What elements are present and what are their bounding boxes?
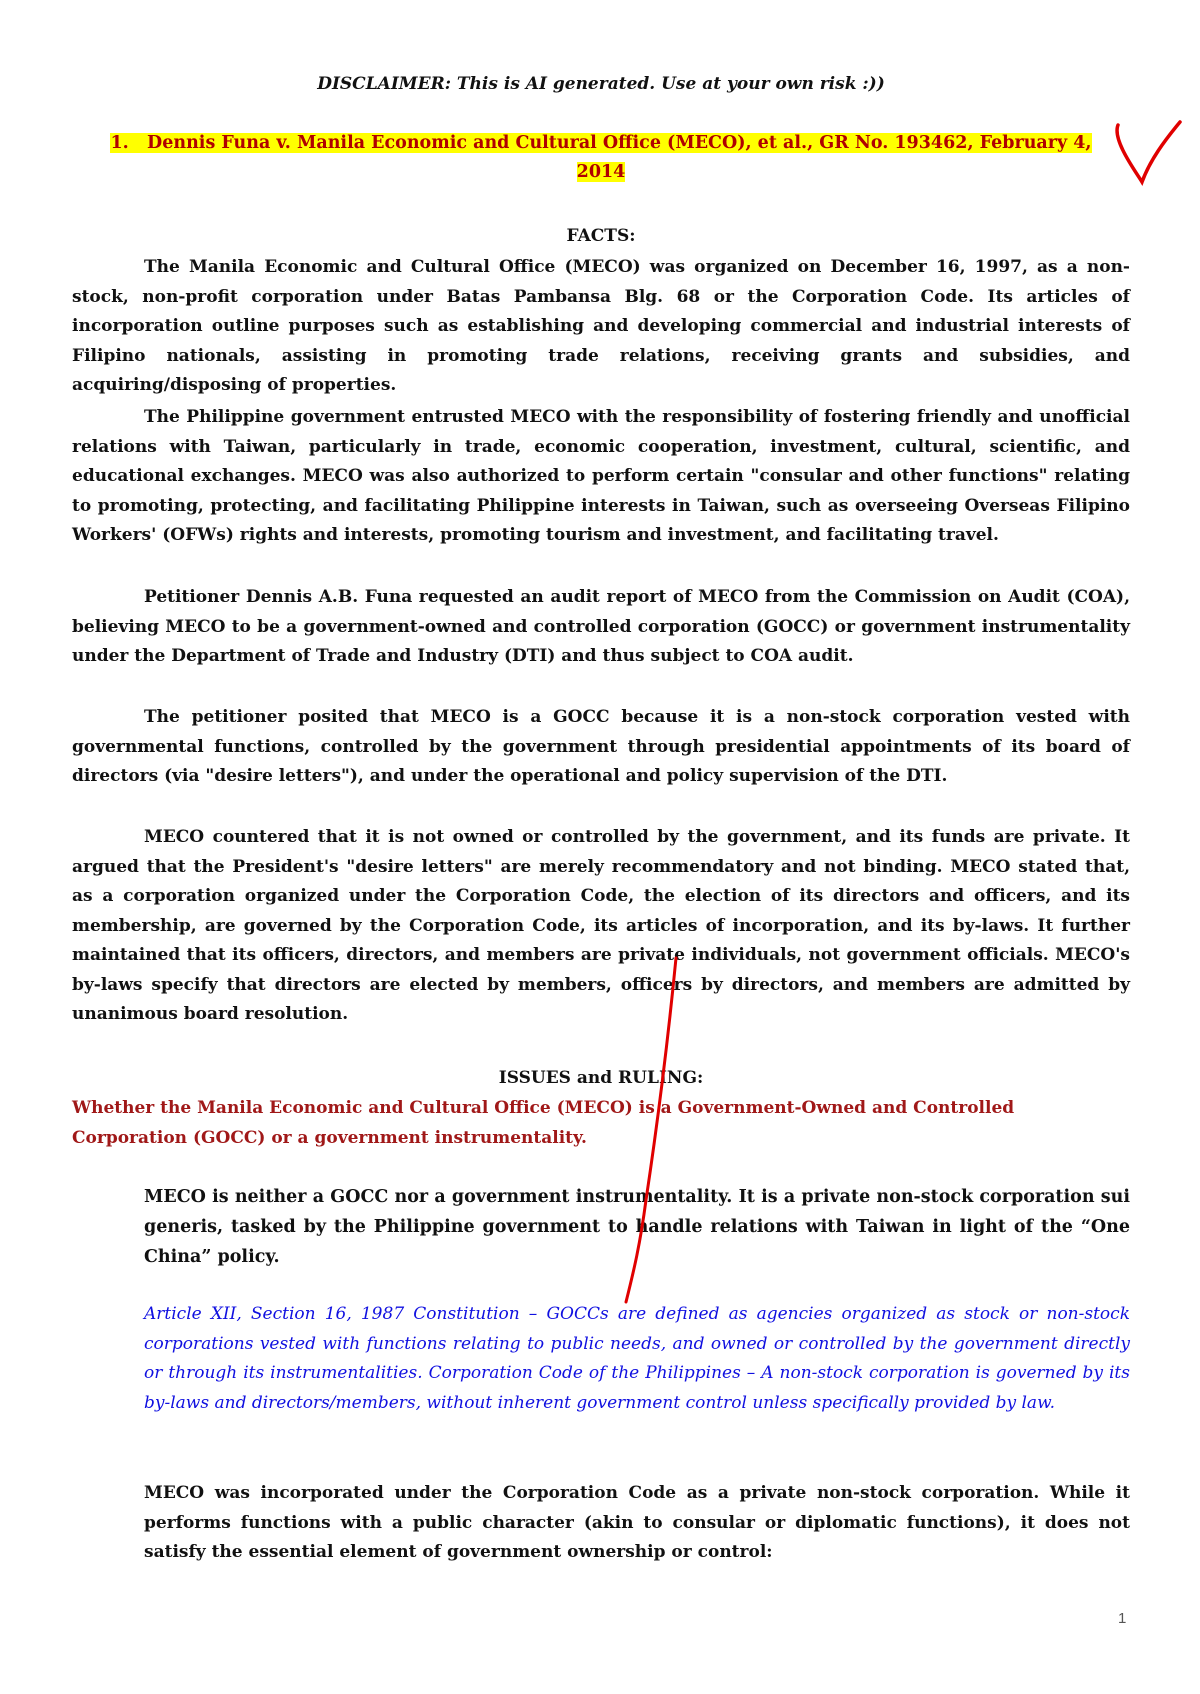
case-title-line2: 2014 bbox=[576, 162, 626, 182]
analysis-paragraph: MECO was incorporated under the Corporation Code as a private non-stock corporation. While it performs functions with a public character (akin to consular or diplomatic functions), it does not satisfy the essential element of government ownership or control: bbox=[144, 1483, 1130, 1562]
disclaimer: DISCLAIMER: This is AI generated. Use at your own risk :)) bbox=[317, 74, 885, 94]
page-number: 1 bbox=[1118, 1610, 1127, 1627]
ruling-statement: MECO is neither a GOCC nor a government instrumentality. It is a private non-stock corporation sui generis, tasked by the Philippine government to handle relations with Taiwan in light of the “One China” policy. bbox=[144, 1187, 1130, 1267]
facts-heading: FACTS: bbox=[566, 226, 636, 246]
facts-paragraph-3: Petitioner Dennis A.B. Funa requested an audit report of MECO from the Commission on Audit (COA), believing MECO to be a government-owned and controlled corporation (GOCC) or government instrumentality under the Department of Trade and Industry (DTI) and thus subject to COA audit. bbox=[72, 587, 1130, 666]
facts-paragraph-2: The Philippine government entrusted MECO with the responsibility of fostering friendly and unofficial relations with Taiwan, particularly in trade, economic cooperation, investment, cultural, scientific, and educational exchanges. MECO was also authorized to perform certain "consular and other functions" relating to promoting, protecting, and facilitating Philippine interests in Taiwan, such as overseeing Overseas Filipino Workers' (OFWs) rights and interests, promoting tourism and investment, and facilitating travel. bbox=[72, 407, 1130, 545]
case-title-line1: Dennis Funa v. Manila Economic and Cultural Office (MECO), et al., GR No. 193462, February 4, bbox=[147, 133, 1092, 153]
case-number: 1. bbox=[110, 133, 129, 153]
issues-heading: ISSUES and RULING: bbox=[498, 1068, 704, 1088]
case-title bbox=[72, 129, 1130, 187]
facts-paragraph-4: The petitioner posited that MECO is a GOCC because it is a non-stock corporation vested with governmental functions, controlled by the government through presidential appointments of its board of directors (via "desire letters"), and under the operational and policy supervision of the DTI. bbox=[72, 707, 1130, 786]
issue-statement: Whether the Manila Economic and Cultural Office (MECO) is a Government-Owned and Controlled Corporation (GOCC) or a government instrumentality. bbox=[72, 1098, 1015, 1148]
facts-paragraph-1: The Manila Economic and Cultural Office (MECO) was organized on December 16, 1997, as a non-stock, non-profit corporation under Batas Pambansa Blg. 68 or the Corporation Code. Its articles of incorporation outline purposes such as establishing and developing commercial and industrial interests of Filipino nationals, assisting in promoting trade relations, receiving grants and subsidies, and acquiring/disposing of properties. bbox=[72, 257, 1130, 395]
legal-basis: Article XII, Section 16, 1987 Constitution – GOCCs are defined as agencies organized as stock or non-stock corporations vested with functions relating to public needs, and owned or controlled by the government directly or through its instrumentalities. Corporation Code of the Philippines – A non-stock corporation is governed by its by-laws and directors/members, without inherent government control unless specifically provided by law. bbox=[144, 1304, 1130, 1413]
facts-paragraph-5: MECO countered that it is not owned or controlled by the government, and its funds are private. It argued that the President's "desire letters" are merely recommendatory and not binding. MECO stated that, as a corporation organized under the Corporation Code, the election of its directors and officers, and its membership, are governed by the Corporation Code, its articles of incorporation, and its by-laws. It further maintained that its officers, directors, and members are private individuals, not government officials. MECO's by-laws specify that directors are elected by members, officers by directors, and members are admitted by unanimous board resolution. bbox=[72, 827, 1130, 1024]
